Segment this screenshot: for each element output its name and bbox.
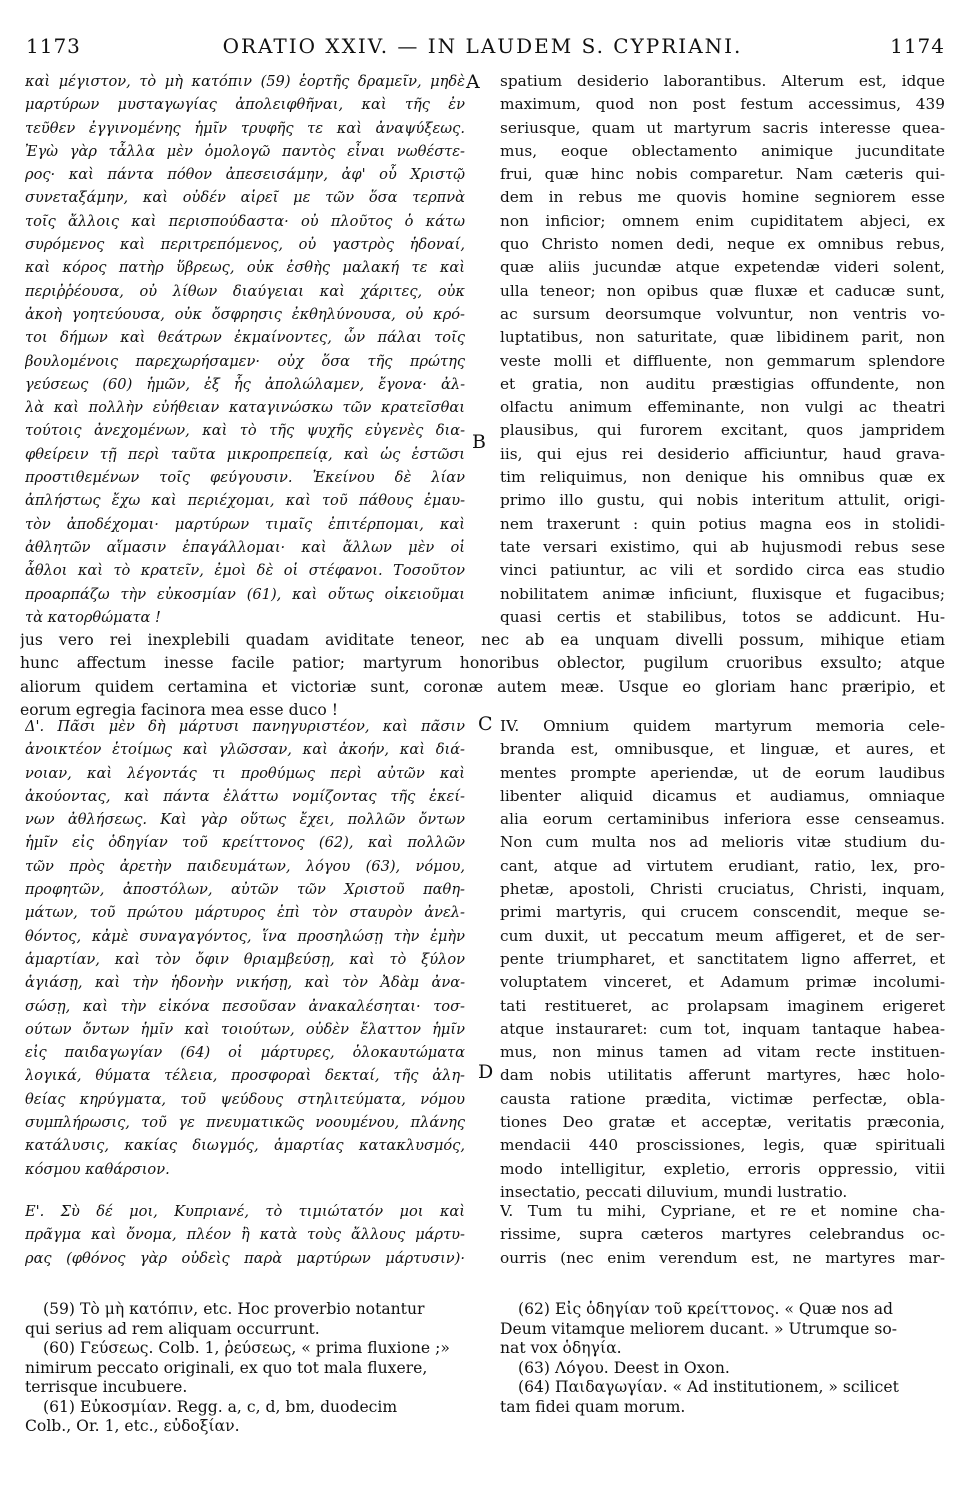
text-line: βουλομένοις παρεχωρήσαμεν· οὐχ ὅσα τῆς πρώτης	[25, 352, 465, 370]
marker-c: C	[478, 713, 493, 735]
text-line: τὸν ἀποδέχομαι· μαρτύρων τιμαῖς ἐπιτέρπομαι, καὶ	[25, 515, 465, 533]
greek-column-bottom	[25, 1200, 465, 1270]
text-line: τοι δήμων καὶ θεάτρων ἐκμαίνοντες, ὧν πάλαι τοῖς	[25, 329, 465, 347]
text-line: μάτων, τοῦ πρώτου μάρτυρος ἐπὶ τὸν σταυρὸν ἀνελ-	[25, 904, 465, 922]
footnote-line: qui serius ad rem aliquam occurrunt.	[25, 1319, 320, 1338]
text-line: ἀκούοντας, καὶ πάντα ἐλάττω νομίζοντας τῆς ἐκεί-	[25, 787, 465, 805]
text-line: dam nobis utilitatis afferunt martyres, hæc holo-	[500, 1066, 945, 1085]
text-line: seriusque, quam ut martyrum sacris interesse quea-	[500, 118, 945, 137]
text-line: tate versari existimo, qui ab hujusmodi rebus sese	[500, 537, 945, 556]
text-line: tati restitueret, ac prolapsam imaginem erigeret	[500, 996, 945, 1015]
text-line: τεῦθεν ἐγγινομένης ἡμῖν τρυφῆς τε καὶ ἀναψύξεως.	[25, 119, 465, 137]
text-line: ourris (nec enim verendum est, ne martyres mar-	[500, 1248, 945, 1267]
footnote-line: (62) Εἰς ὁδηγίαν τοῦ κρείττονος. « Quæ nos ad	[518, 1300, 893, 1318]
text-line: rissime, supra cæteros martyres celebrandus oc-	[500, 1225, 945, 1244]
text-line: ἡμῖν εἰς ὁδηγίαν τοῦ κρείττονος (62), καὶ πολλῶν	[25, 834, 465, 852]
text-line: cum duxit, ut peccatum meum affigeret, et de ser-	[500, 926, 945, 945]
footnote-line: (61) Εὐκοσμίαν. Regg. a, c, d, bm, duodecim	[43, 1397, 398, 1416]
text-line: νων ἀθλήσεως. Καὶ γὰρ οὕτως ἔχει, πολλῶν ὄντων	[25, 811, 465, 829]
text-line: ούτων ὄντων ἡμῖν καὶ τοιούτων, οὐδὲν ἔλαττον ἡμῖν	[25, 1020, 465, 1038]
text-line: dem in rebus me quovis homine segniorem esse	[500, 188, 945, 207]
text-line: θείας κηρύγματα, τοῦ ψεύδους στηλιτεύματα, νόμου	[25, 1090, 465, 1108]
text-line: frui, quæ hinc nobis comparetur. Nam cæteris qui-	[500, 165, 945, 184]
greek-column-mid	[25, 715, 465, 1181]
text-line: quo Christo nomen dedi, neque ex omnibus rebus,	[500, 235, 945, 254]
text-line: τὰ κατορθώματα !	[25, 608, 161, 626]
text-line: καὶ κόρος πατὴρ ὕβρεως, οὐκ ἐσθὴς μαλακή τε καὶ	[25, 259, 465, 277]
text-line: Ἐγὼ γὰρ τἆλλα μὲν ὁμολογῶ παντὸς εἶναι νωθέστε-	[25, 142, 465, 160]
footnotes-right	[500, 1300, 945, 1417]
text-line: IV. Omnium quidem martyrum memoria cele-	[500, 717, 945, 735]
text-line: θόντος, κἀμὲ συναγαγόντος, ἵνα προσηλώσῃ τὴν ἐμὴν	[25, 927, 465, 945]
text-line: τούτοις ἀνεχομένων, καὶ τὸ τῆς ψυχῆς εὐγενὲς δια-	[25, 422, 465, 440]
text-line: περιῤῥέουσα, οὐ λίθων διαύγειαι καὶ χάριτες, οὐκ	[25, 282, 465, 300]
marker-a: A	[466, 71, 480, 93]
latin-full-width	[20, 629, 945, 722]
text-line: ἀνοικτέον ἑτοίμως καὶ γλῶσσαν, καὶ ἀκοήν, καὶ διά-	[25, 741, 465, 759]
text-line: libenter aliquid dicamus et audiamus, omniaque	[500, 786, 945, 805]
text-line: et gratia, non auditu præstigias offundente, non	[500, 374, 945, 393]
latin-column-mid	[500, 715, 945, 1204]
text-line: νοιαν, καὶ λέγοντάς τι προθύμως περὶ αὐτῶν καὶ	[25, 764, 465, 782]
text-line: συρόμενος καὶ περιτρεπόμενος, οὐ γαστρὸς ἡδοναί,	[25, 236, 465, 254]
text-line: ac sursum deorsumque volvuntur, non ventris vo-	[500, 304, 945, 323]
text-line: hunc affectum inesse facile patior; martyrum honoribus oblector, pugilum cruoribus exsulto; atque	[20, 654, 945, 673]
page-number-right: 1174	[890, 34, 945, 58]
text-line: mentes prompte aperiendæ, ut de eorum laudibus	[500, 763, 945, 782]
text-line: mus, non minus tamen ad vitam recte instituen-	[500, 1043, 945, 1062]
text-line: quasi certis et stabilibus, totos se addicunt. Hu-	[500, 607, 945, 626]
footnote-line: tam fidei quam morum.	[500, 1397, 686, 1416]
latin-column-top	[500, 70, 945, 629]
text-line: γεύσεως (60) ἡμῶν, ἐξ ἧς ἀπολώλαμεν, ἔγονα· ἀλ-	[25, 375, 465, 393]
text-line: eorum egregia facinora mea esse duco !	[20, 700, 338, 719]
text-line: ρος· καὶ πάντα πόθον ἀπεσεισάμην, ἀφ' οὗ Χριστῷ	[25, 166, 465, 184]
text-line: ἁμαρτίαν, καὶ τὸν ὄφιν θριαμβεύσῃ, καὶ τὸ ξύλον	[25, 950, 465, 968]
text-line: τοῖς ἄλλοις καὶ περισπούδαστα· οὐ πλοῦτος ὁ κάτω	[25, 212, 465, 230]
text-line: tim reliquimus, non denique his omnibus quæ ex	[500, 468, 945, 487]
page-header	[20, 34, 945, 64]
text-line: maximum, quod non post festum accessimus, 439	[500, 95, 945, 114]
running-title: ORATIO XXIV. — IN LAUDEM S. CYPRIANI.	[222, 34, 743, 58]
text-line: cant, atque ad virtutem erudiant, ratio, lex, pro-	[500, 856, 945, 875]
text-line: ἀπλήστως ἔχω καὶ περιέχομαι, καὶ τοῦ πάθους ἐμαυ-	[25, 492, 465, 510]
text-line: olfactu animum effeminante, non vulgi ac theatri	[500, 398, 945, 417]
text-line: συμπλήρωσις, τοῦ γε πνευματικῶς νοουμένου, πλάνης	[25, 1114, 465, 1132]
text-line: πρᾶγμα καὶ ὄνομα, πλέον ἢ κατὰ τοὺς ἄλλους μάρτυ-	[25, 1226, 465, 1244]
text-line: iis, qui ejus rei desiderio afficiuntur, haud grava-	[500, 444, 945, 463]
footnote-line: (63) Λόγου. Deest in Oxon.	[518, 1358, 730, 1377]
page-number-left: 1173	[26, 34, 81, 58]
footnotes-left	[25, 1300, 465, 1437]
text-line: vinci patiuntur, ac vili et sordido circa eas studio	[500, 561, 945, 580]
text-line: atque instauraret: cum tot, inquam tantaque habea-	[500, 1019, 945, 1038]
text-line: non inficior; omnem enim cupiditatem abjeci, ex	[500, 211, 945, 230]
text-line: ἀκοὴ γοητεύουσα, οὐκ ὄσφρησις ἐκθηλύνουσα, οὐ κρό-	[25, 305, 465, 323]
footnote-line: terrisque incubuere.	[25, 1378, 188, 1396]
text-line: κόσμου καθάρσιον.	[25, 1160, 170, 1178]
text-line: προαρπάζω τὴν εὐκοσμίαν (61), καὶ οὕτως οἰκειοῦμαι	[25, 585, 465, 603]
text-line: τῶν πρὸς ἀρετὴν παιδευμάτων, λόγου (63), νόμου,	[25, 857, 465, 875]
text-line: Δ'. Πᾶσι μὲν δὴ μάρτυσι πανηγυριστέον, καὶ πᾶσιν	[25, 718, 465, 735]
text-line: veste molli et diffluente, non gemmarum splendore	[500, 351, 945, 370]
text-line: μαρτύρων μυσταγωγίας ἀπολειφθῆναι, καὶ τῆς ἐν	[25, 96, 465, 114]
text-line: aliorum quidem certamina et victoriæ sunt, coronæ autem meæ. Usque eo gloriam hanc præripio, et	[20, 677, 945, 696]
latin-column-bottom	[500, 1200, 945, 1270]
footnote-line: (59) Τὸ μὴ κατόπιν, etc. Hoc proverbio notantur	[43, 1300, 425, 1318]
text-line: ρας (φθόνος γὰρ οὐδεὶς παρὰ μαρτύρων μάρτυσιν)·	[25, 1249, 465, 1267]
text-line: mus, eoque oblectamento animique jucunditate	[500, 141, 945, 160]
text-line: ἆθλοι καὶ τὸ κρατεῖν, ἐμοὶ δὲ οἱ στέφανοι. Τοσοῦτον	[25, 562, 465, 580]
footnote-line: Colb., Or. 1, etc., εὐδοξίαν.	[25, 1417, 240, 1435]
text-line: tiones Deo gratæ et acceptæ, veritatis præconia,	[500, 1113, 945, 1132]
text-line: V. Tum tu mihi, Cypriane, et re et nomine cha-	[500, 1202, 945, 1220]
text-line: nobilitatem animæ inficiunt, fluxisque et fugacibus;	[500, 584, 945, 603]
text-line: λὰ καὶ πολλὴν εὐήθειαν καταγινώσκω τῶν κρατεῖσθαι	[25, 399, 465, 417]
text-line: modo intelligitur, expletio, erroris oppressio, vitii	[500, 1159, 945, 1178]
text-line: spatium desiderio laborantibus. Alterum est, idque	[500, 72, 945, 90]
text-line: primo illo gustu, qui nobis interitum attulit, origi-	[500, 491, 945, 510]
text-line: προστιθεμένων τοῖς φεύγουσιν. Ἐκείνου δὲ λίαν	[25, 469, 465, 487]
text-line: Non cum multa nos ad melioris vitæ studium du-	[500, 833, 945, 852]
text-line: phetæ, apostoli, Christi cruciatus, Christi, inquam,	[500, 880, 945, 899]
text-line: mendacii 440 proscissiones, legis, quæ spirituali	[500, 1136, 945, 1155]
text-line: pente triumpharet, et sanctitatem ligno afferret, et	[500, 949, 945, 968]
footnote-line: nat vox ὁδηγία.	[500, 1339, 622, 1357]
text-line: nem traxerunt : quin potius magna eos in stolidi-	[500, 514, 945, 533]
text-line: quæ aliis jucundæ atque expetendæ videri solent,	[500, 258, 945, 277]
text-line: causta ratione prædita, victimæ perfectæ, obla-	[500, 1089, 945, 1108]
marker-d: D	[478, 1061, 494, 1083]
text-line: plausibus, qui furorem excitant, quos jampridem	[500, 421, 945, 440]
greek-column-top	[25, 70, 465, 629]
footnote-line: nimirum peccato originali, ex quo tot mala fluxere,	[25, 1358, 428, 1377]
text-line: jus vero rei inexplebili quadam aviditate teneor, nec ab ea unquam divelli possum, mihique etiam	[20, 631, 945, 649]
text-line: συνεταξάμην, καὶ οὐδέν αἱρεῖ με τῶν ὅσα τερπνὰ	[25, 189, 465, 207]
text-line: primi martyris, qui crucem conscendit, meque se-	[500, 903, 945, 922]
text-line: φθείρειν τῇ περὶ ταῦτα μικροπρεπείᾳ, καὶ ὡς ἑστῶσι	[25, 445, 465, 463]
text-line: ἀθλητῶν αἵμασιν ἐπαγάλλομαι· καὶ ἄλλων μὲν οἱ	[25, 538, 465, 556]
text-line: alia eorum certaminibus inferiora esse censeamus.	[500, 810, 945, 829]
text-line: προφητῶν, ἀποστόλων, αὐτῶν τῶν Χριστοῦ παθη-	[25, 881, 465, 899]
text-line: insectatio, peccati diluvium, mundi lustratio.	[500, 1182, 848, 1201]
text-line: καὶ μέγιστον, τὸ μὴ κατόπιν (59) ἑορτῆς δραμεῖν, μηδὲ	[25, 73, 465, 90]
text-line: σώσῃ, καὶ τὴν εἰκόνα πεσοῦσαν ἀνακαλέσηται· τοσ-	[25, 997, 465, 1015]
text-line: branda est, omnibusque, et linguæ, et aures, et	[500, 740, 945, 759]
footnote-line: Deum vitamque meliorem ducant. » Utrumque so-	[500, 1319, 898, 1338]
marker-b: B	[472, 431, 486, 453]
text-line: εἰς παιδαγωγίαν (64) οἱ μάρτυρες, ὁλοκαυτώματα	[25, 1044, 465, 1062]
text-line: λογικά, θύματα τέλεια, προσφοραὶ δεκταί, τῆς ἀλη-	[25, 1067, 465, 1085]
footnote-line: (60) Γεύσεως. Colb. 1, ῥεύσεως, « prima fluxione ;»	[43, 1339, 450, 1357]
text-line: Ε'. Σὺ δέ μοι, Κυπριανέ, τὸ τιμιώτατόν μοι καὶ	[25, 1203, 465, 1220]
footnote-line: (64) Παιδαγωγίαν. « Ad institutionem, » scilicet	[518, 1378, 899, 1396]
text-line: voluptatem vinceret, et Adamum primæ incolumi-	[500, 973, 945, 992]
text-line: κατάλυσις, κακίας διωγμός, ἁμαρτίας κατακλυσμός,	[25, 1137, 465, 1155]
text-line: ulla teneor; non opibus quæ fluxæ et caducæ sunt,	[500, 281, 945, 300]
text-line: luptatibus, non saturitate, quæ libidinem parit, non	[500, 328, 945, 347]
text-line: ἁγιάσῃ, καὶ τὴν ἡδονὴν νικήσῃ, καὶ τὸν Ἀδὰμ ἀνα-	[25, 974, 465, 992]
